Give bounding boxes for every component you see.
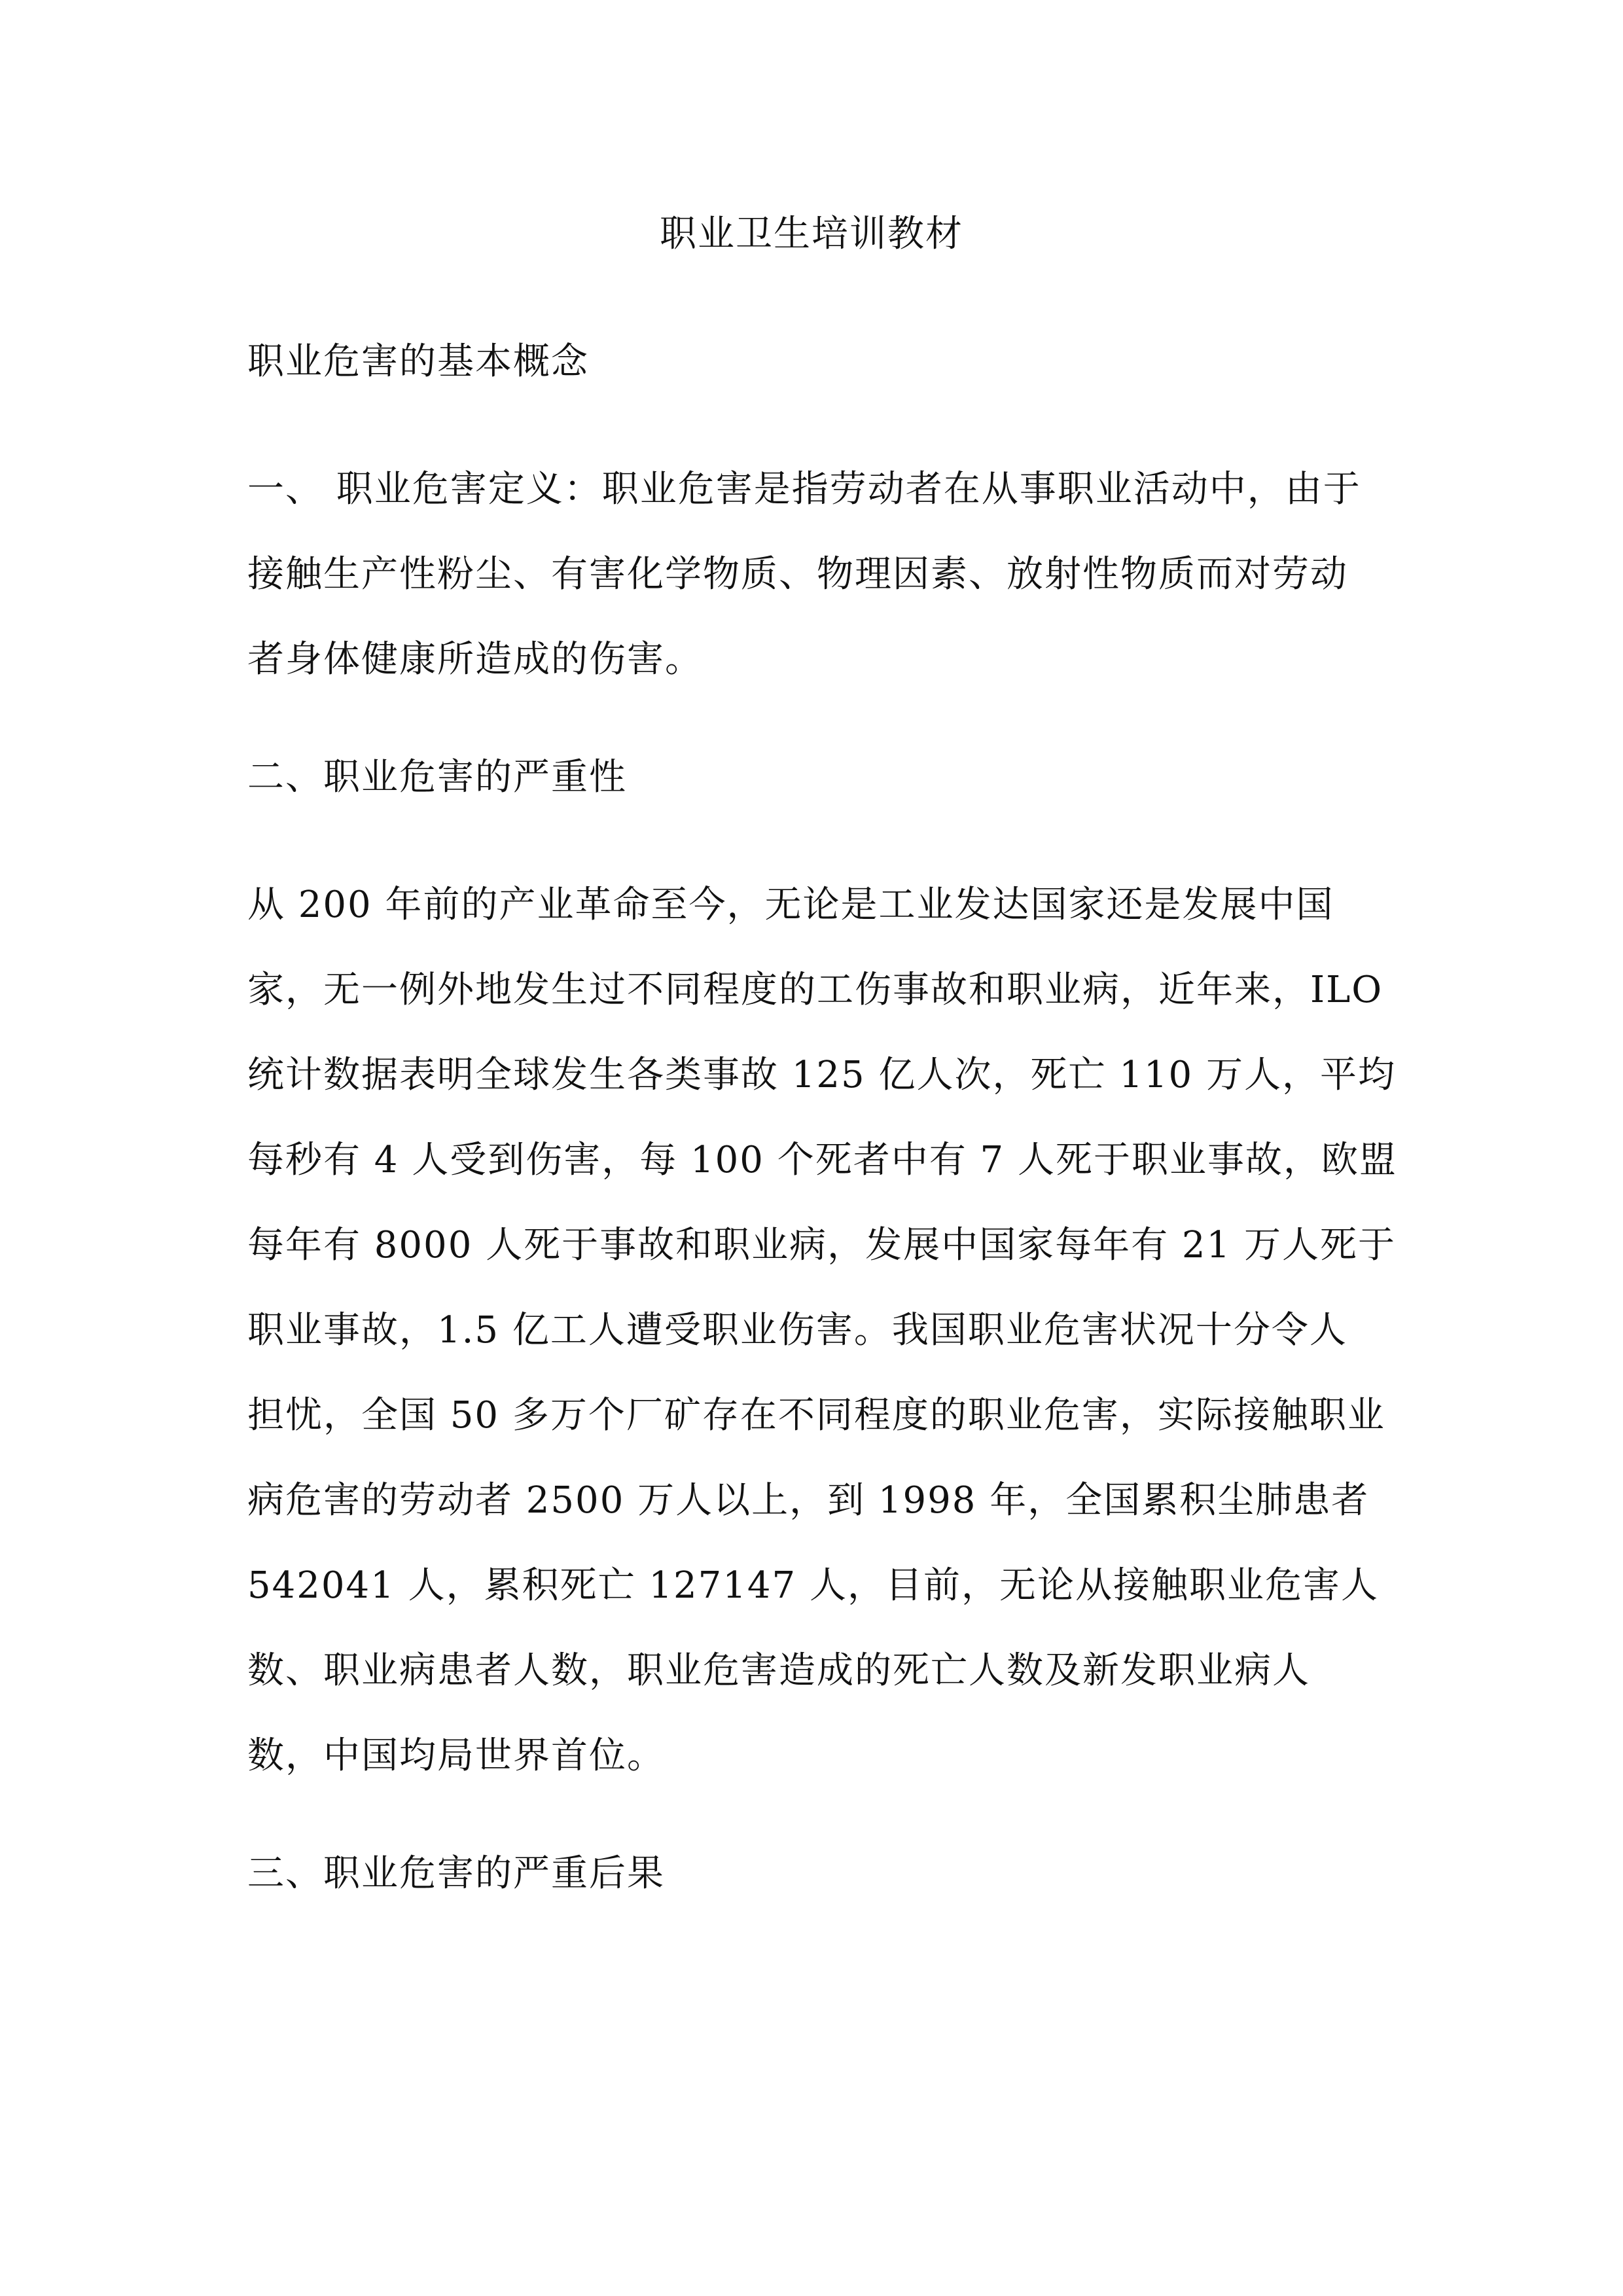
paragraph-line: 每秒有 4 人受到伤害，每 100 个死者中有 7 人死于职业事故，欧盟 [247, 1139, 1397, 1181]
paragraph-line: 统计数据表明全球发生各类事故 125 亿人次，死亡 110 万人，平均 [247, 1054, 1396, 1096]
paragraph-line: 接触生产性粉尘、有害化学物质、物理因素、放射性物质而对劳动 [247, 553, 1348, 596]
paragraph-line: 职业事故，1.5 亿工人遭受职业伤害。我国职业危害状况十分令人 [247, 1309, 1347, 1352]
section-heading-consequences: 三、职业危害的严重后果 [247, 1852, 665, 1895]
paragraph-line: 病危害的劳动者 2500 万人以上，到 1998 年，全国累积尘肺患者 [247, 1479, 1370, 1522]
paragraph-line: 者身体健康所造成的伤害。 [247, 638, 703, 681]
definition-paragraph [247, 447, 1389, 702]
paragraph-line: 从 200 年前的产业革命至今，无论是工业发达国家还是发展中国 [247, 884, 1334, 926]
paragraph-line: 家，无一例外地发生过不同程度的工伤事故和职业病，近年来，ILO [247, 969, 1383, 1011]
paragraph-line: 一、 职业危害定义：职业危害是指劳动者在从事职业活动中，由于 [247, 468, 1361, 511]
paragraph-line: 每年有 8000 人死于事故和职业病，发展中国家每年有 21 万人死于 [247, 1224, 1396, 1266]
paragraph-line: 数，中国均局世界首位。 [247, 1734, 665, 1777]
section-heading-seriousness: 二、职业危害的严重性 [247, 756, 627, 798]
section-heading-basic-concepts: 职业危害的基本概念 [247, 340, 589, 383]
seriousness-paragraph [247, 863, 1397, 1799]
document-title: 职业卫生培训教材 [660, 213, 963, 255]
paragraph-line: 数、职业病患者人数，职业危害造成的死亡人数及新发职业病人 [247, 1649, 1310, 1692]
paragraph-line: 担忧，全国 50 多万个厂矿存在不同程度的职业危害，实际接触职业 [247, 1394, 1385, 1437]
paragraph-line: 542041 人，累积死亡 127147 人，目前，无论从接触职业危害人 [247, 1564, 1379, 1607]
